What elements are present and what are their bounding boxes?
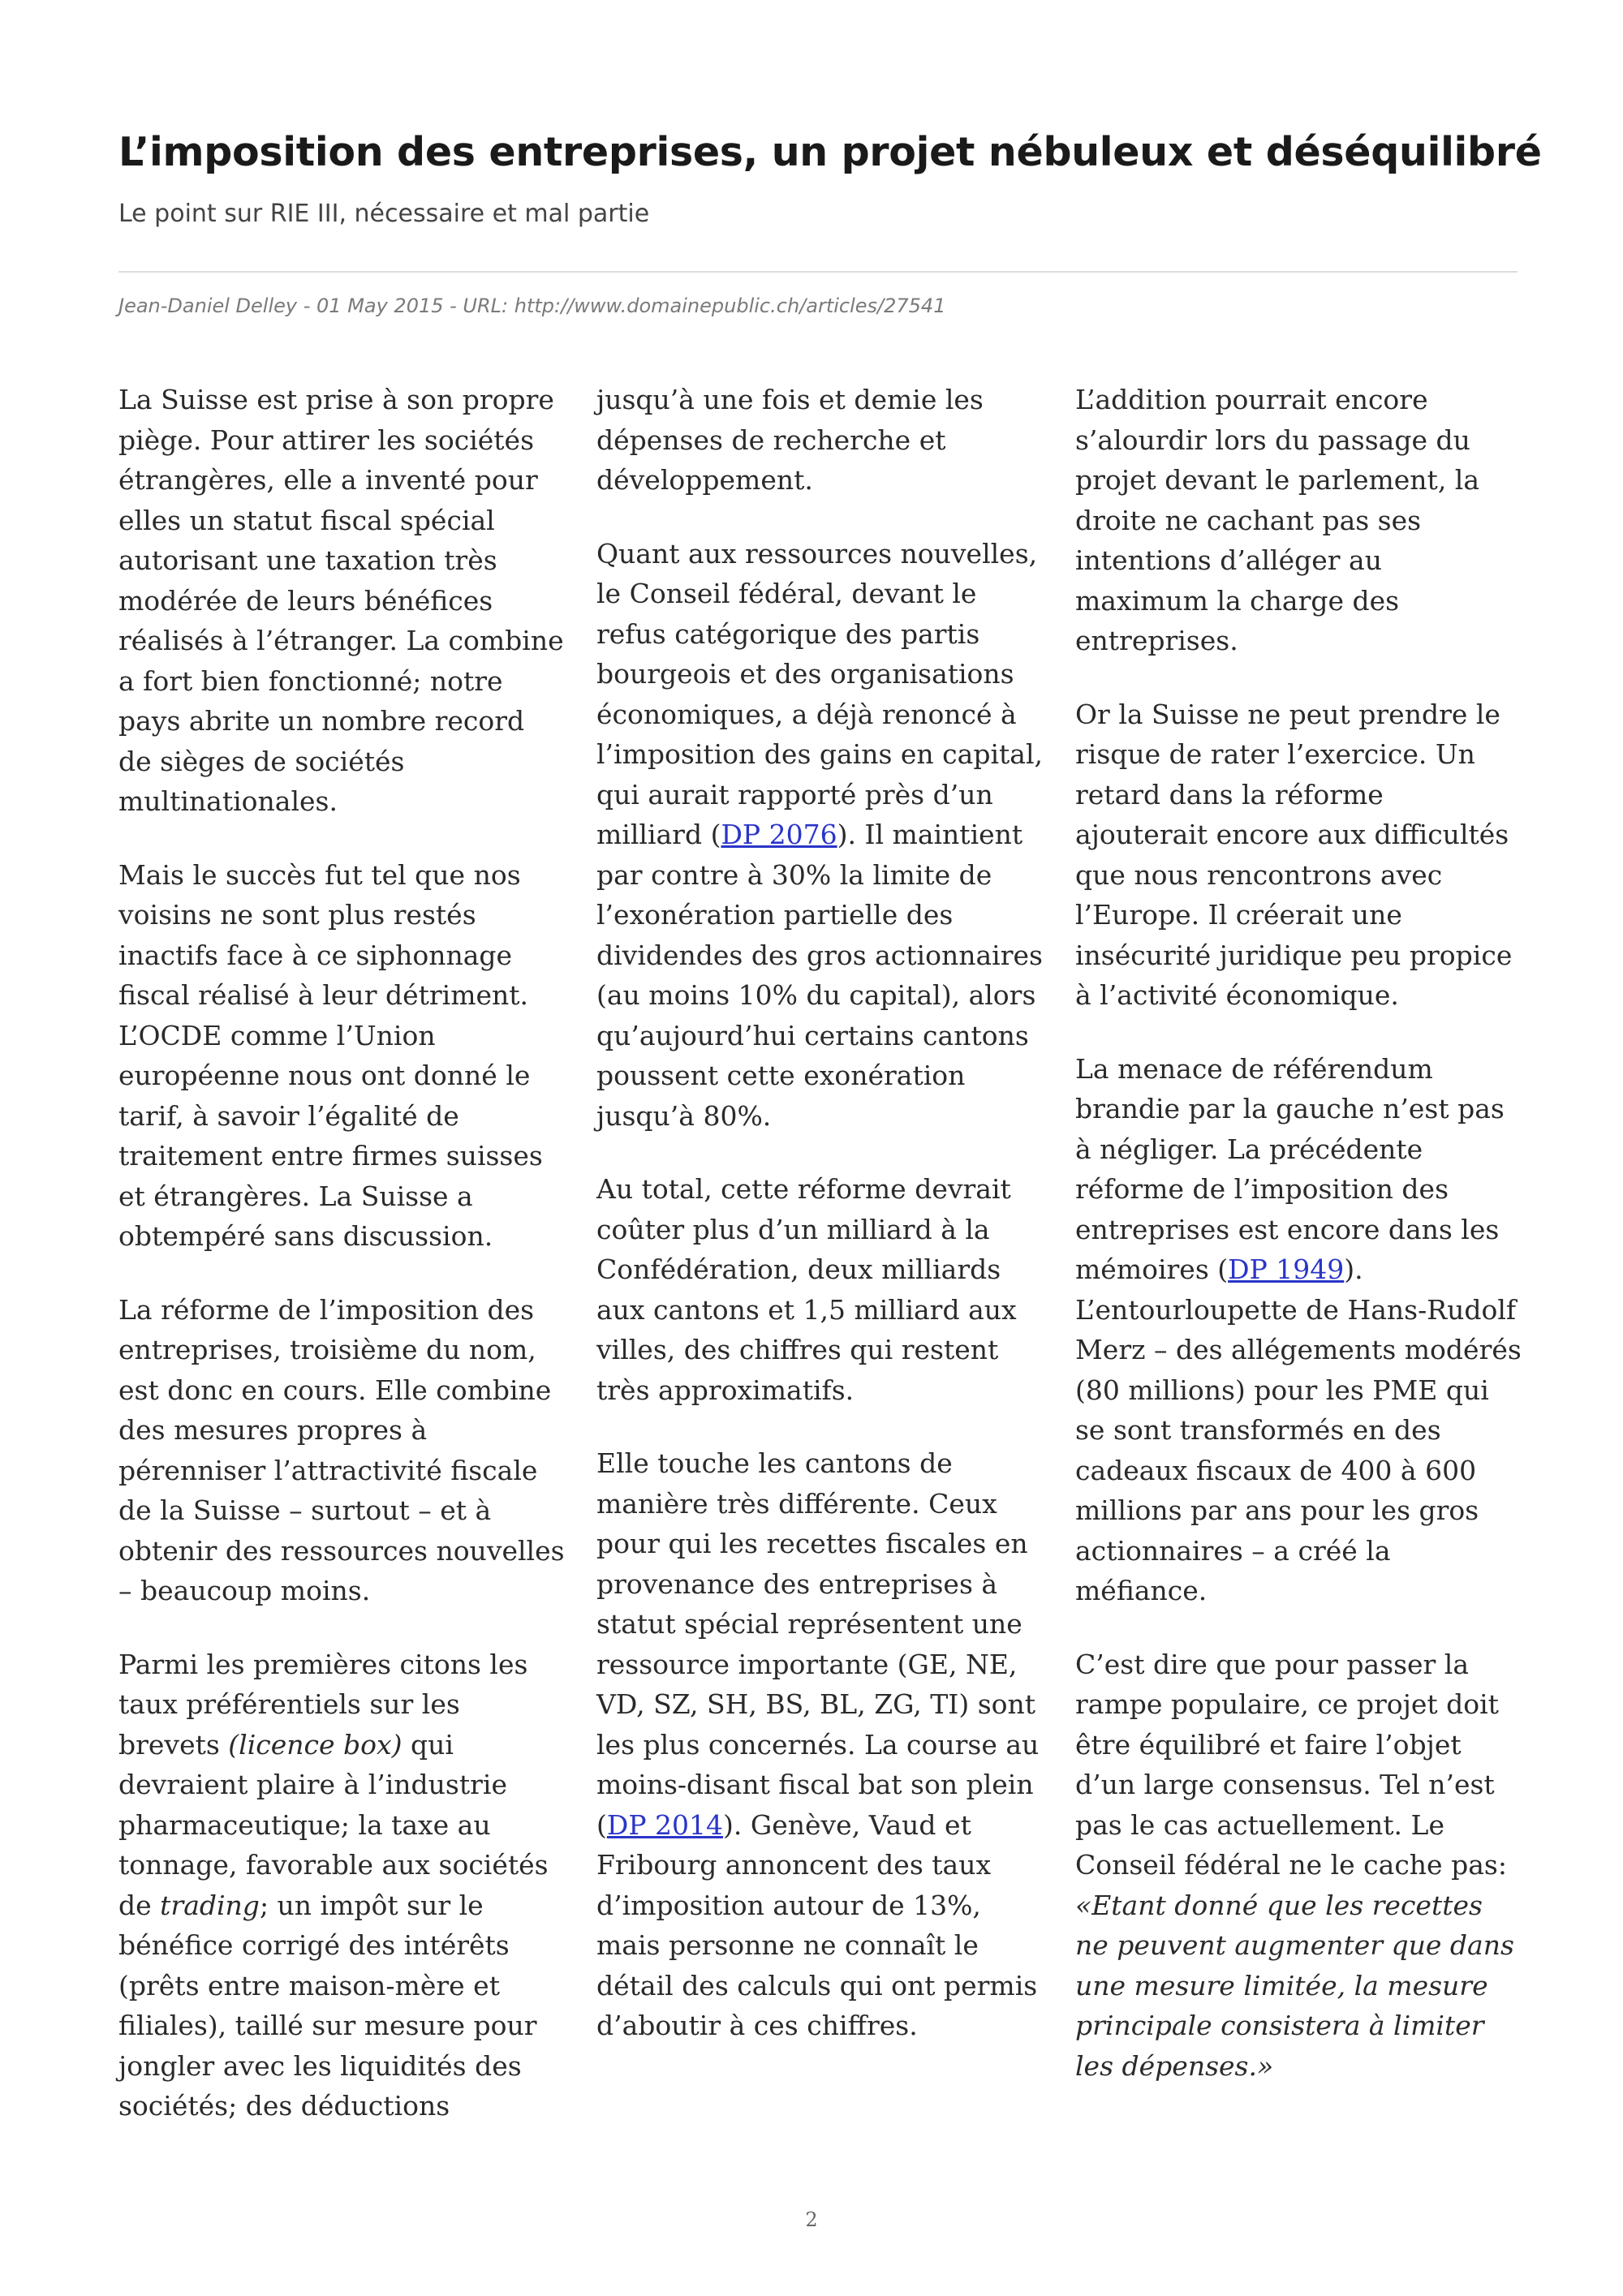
text-column-3	[1075, 380, 1522, 2119]
text-run: C’est dire que pour passer la rampe populaire, ce projet doit être équilibré et faire l’objet d’un large consensus. Tel n’est pas le cas actuellement. Le Conseil fédéral ne le cache pas:	[1075, 1648, 1507, 1881]
paragraph: L’addition pourrait encore s’alourdir lors du passage du projet devant le parlement, la droite ne cachant pas ses intentions d’alléger au maximum la charge des entreprises.	[1075, 384, 1480, 656]
article-title: L’imposition des entreprises, un projet nébuleux et déséquilibré	[118, 129, 1542, 175]
paragraph: Au total, cette réforme devrait coûter plus d’un milliard à la Confédération, deux milliards aux cantons et 1,5 milliard aux villes, des chiffres qui restent très approximatifs.	[596, 1173, 1017, 1406]
page-number: 2	[805, 2208, 818, 2231]
text-run: qui devraient plaire à l’industrie pharmaceutique; la taxe au tonnage, favorable aux sociétés de	[118, 1728, 549, 1921]
text-run: Elle touche les cantons de manière très différente. Ceux pour qui les recettes fiscales en provenance des entreprises à statut spécial représentent une ressource importante (GE, NE, VD, SZ, SH, BS, BL, ZG, TI) sont les plus concernés. La course au moins-disant fiscal bat son plein (	[596, 1447, 1040, 1841]
link-dp-1949[interactable]: DP 1949	[1228, 1253, 1345, 1285]
link-dp-2014[interactable]: DP 2014	[606, 1808, 724, 1841]
paragraph: jusqu’à une fois et demie les dépenses de recherche et développement.	[596, 384, 984, 496]
text-run: Parmi les premières citons les taux préférentiels sur les brevets	[118, 1648, 528, 1761]
article-byline: Jean-Daniel Delley - 01 May 2015 - URL: http://www.domainepublic.ch/articles/27541	[118, 295, 946, 317]
paragraph: La réforme de l’imposition des entreprises, troisième du nom, est donc en cours. Elle combine des mesures propres à pérenniser l’attractivité fiscale de la Suisse – surtout – et à obtenir des ressources nouvelles – beaucoup moins.	[118, 1293, 565, 1606]
paragraph: La Suisse est prise à son propre piège. Pour attirer les sociétés étrangères, elle a inventé pour elles un statut fiscal spécial autorisant une taxation très modérée de leurs bénéfices réalisés à l’étranger. La combine a fort bien fonctionné; notre pays abrite un nombre record de sièges de sociétés multinationales.	[118, 384, 564, 817]
link-dp-2076[interactable]: DP 2076	[721, 819, 837, 850]
paragraph	[596, 534, 1043, 1137]
text-run: Quant aux ressources nouvelles, le Conseil fédéral, devant le refus catégorique des partis bourgeois et des organisations économiques, a déjà renoncé à l’imposition des gains en capital, qui aurait rapporté près d’un milliard (	[596, 537, 1043, 850]
text-run: ). Il maintient par contre à 30% la limite de l’exonération partielle des dividendes des gros actionnaires (au moins 10% du capital), alors qu’aujourd’hui certains cantons poussent cette exonération jusqu’à 80%.	[596, 819, 1043, 1132]
text-run: ). Genève, Vaud et Fribourg annoncent des taux d’imposition autour de 13%, mais personne ne connaît le détail des calculs qui ont permis d’aboutir à ces chiffres.	[596, 1808, 1038, 2041]
italic-term: (licence box)	[228, 1728, 403, 1761]
article-subtitle: Le point sur RIE III, nécessaire et mal partie	[118, 200, 650, 228]
paragraph	[1075, 1645, 1522, 2087]
paragraph	[118, 1645, 565, 2126]
text-run: ). L’entourloupette de Hans-Rudolf Merz – des allégements modérés (80 millions) pour les PME qui se sont transformés en des cadeaux fiscaux de 400 à 600 millions par ans pour les gros actionnaires – a créé la méfiance.	[1075, 1253, 1522, 1606]
paragraph: Or la Suisse ne peut prendre le risque de rater l’exercice. Un retard dans la réforme ajouterait encore aux difficultés que nous rencontrons avec l’Europe. Il créerait une insécurité juridique peu propice à l’activité économique.	[1075, 698, 1513, 1011]
paragraph: Mais le succès fut tel que nos voisins ne sont plus restés inactifs face à ce siphonnage fiscal réalisé à leur détriment. L’OCDE comme l’Union européenne nous ont donné le tarif, à savoir l’égalité de traitement entre firmes suisses et étrangères. La Suisse a obtempéré sans discussion.	[118, 858, 543, 1252]
quote: «Etant donné que les recettes ne peuvent augmenter que dans une mesure limitée, la mesure principale consistera à limiter les dépenses.»	[1075, 1889, 1514, 2082]
text-run: ; un impôt sur le bénéfice corrigé des intérêts (prêts entre maison-mère et filiales), taillé sur mesure pour jongler avec les liquidités des sociétés; des déductions	[118, 1889, 537, 2122]
text-column-2	[596, 380, 1043, 2079]
header-divider	[118, 271, 1518, 273]
text-column-1	[118, 380, 565, 2160]
text-run: La menace de référendum brandie par la gauche n’est pas à négliger. La précédente réforme de l’imposition des entreprises est encore dans les mémoires (	[1075, 1052, 1505, 1285]
italic-term: trading	[160, 1889, 260, 1921]
paragraph	[596, 1443, 1043, 2046]
paragraph	[1075, 1049, 1522, 1611]
